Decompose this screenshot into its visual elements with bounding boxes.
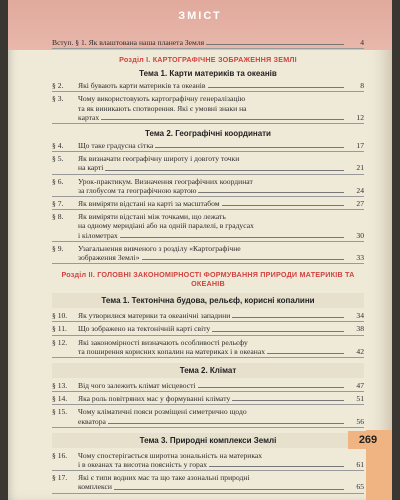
toc-line bbox=[52, 347, 364, 356]
toc-line bbox=[52, 154, 364, 163]
entry-page: 34 bbox=[356, 311, 364, 321]
entry-text: Яка роль повітряних мас у формуванні клімату bbox=[78, 394, 231, 404]
toc-entry bbox=[52, 212, 364, 242]
toc-entry bbox=[52, 154, 364, 174]
toc-intro-page: 4 bbox=[360, 38, 364, 47]
theme-title: Тема 1. Тектонічна будова, рельєф, корисні копалини bbox=[52, 293, 364, 308]
entry-text: Які бувають карти материків та океанів bbox=[78, 81, 206, 91]
book-page bbox=[8, 0, 392, 500]
theme-title: Тема 1. Карти материків та океанів bbox=[139, 69, 277, 79]
toc-line bbox=[52, 451, 364, 460]
toc-entry bbox=[52, 177, 364, 197]
entry-number: § 15. bbox=[52, 407, 68, 417]
theme-title: Тема 3. Природні комплекси Землі bbox=[52, 433, 364, 448]
entry-text: Що таке градусна сітка bbox=[78, 141, 154, 151]
entry-number: § 10. bbox=[52, 311, 68, 321]
toc-line bbox=[52, 460, 364, 469]
leader-dots bbox=[208, 87, 345, 88]
toc-entry bbox=[52, 141, 364, 152]
toc-line bbox=[52, 324, 364, 333]
toc-line bbox=[52, 407, 364, 416]
toc-line bbox=[52, 94, 364, 103]
entry-page: 12 bbox=[356, 112, 364, 122]
entry-text: Що зображено на тектонічній карті світу bbox=[78, 324, 211, 334]
entry-text: зображення Землі» bbox=[78, 253, 140, 263]
toc-entry bbox=[52, 311, 364, 322]
entry-text: Як утворилися материки та океанічні западини bbox=[78, 311, 231, 321]
entry-page: 47 bbox=[356, 381, 364, 391]
entry-text: і в океанах та висотна поясність у горах bbox=[78, 460, 207, 470]
page-number: 269 bbox=[348, 431, 388, 449]
entry-page: 38 bbox=[356, 324, 364, 334]
section-title: Розділ І. КАРТОГРАФІЧНЕ ЗОБРАЖЕННЯ ЗЕМЛІ bbox=[119, 55, 297, 65]
toc-line bbox=[52, 199, 364, 208]
toc-entry bbox=[52, 338, 364, 358]
entry-page: 30 bbox=[356, 230, 364, 240]
entry-text: Чому кліматичні пояси розміщені симетрично щодо bbox=[78, 407, 247, 417]
toc-line bbox=[52, 186, 364, 195]
toc-line bbox=[52, 221, 364, 230]
entry-text: та поширення корисних копалин на материках і в океанах bbox=[78, 346, 266, 356]
entry-page: 56 bbox=[356, 416, 364, 426]
toc-line bbox=[52, 141, 364, 150]
toc-entry bbox=[52, 407, 364, 427]
entry-text: Як визначати географічну широту і довготу точки bbox=[78, 154, 240, 164]
entry-page: 33 bbox=[356, 253, 364, 263]
entry-text: Як виміряти відстані між точками, що лежать bbox=[78, 212, 226, 222]
entry-text: та як виникають спотворення. Які є умовні знаки на bbox=[78, 103, 247, 113]
entry-number: § 13. bbox=[52, 381, 68, 391]
entry-number: § 5. bbox=[52, 154, 64, 164]
toc-line bbox=[52, 253, 364, 262]
leader-dots bbox=[120, 237, 344, 238]
entry-number: § 11. bbox=[52, 324, 67, 334]
toc-entry bbox=[52, 94, 364, 124]
toc-entry bbox=[52, 199, 364, 210]
entry-number: § 3. bbox=[52, 94, 64, 104]
toc-line bbox=[52, 81, 364, 90]
toc-line bbox=[52, 482, 364, 491]
entry-page: 21 bbox=[356, 163, 364, 173]
leader-dots bbox=[232, 400, 344, 401]
toc-line bbox=[52, 231, 364, 240]
toc-line bbox=[52, 163, 364, 172]
entry-number: § 7. bbox=[52, 199, 64, 209]
entry-text: екватора bbox=[78, 416, 106, 426]
toc-entry bbox=[52, 394, 364, 405]
entry-page: 17 bbox=[356, 141, 364, 151]
entry-text: і кілометрах bbox=[78, 230, 118, 240]
entry-page: 8 bbox=[360, 81, 364, 91]
leader-dots bbox=[267, 353, 344, 354]
table-of-contents bbox=[52, 38, 364, 496]
toc-intro-text: Вступ. § 1. Як влаштована наша планета Земля bbox=[52, 38, 205, 47]
theme-title: Тема 2. Географічні координати bbox=[145, 129, 271, 139]
toc-line bbox=[52, 113, 364, 122]
entry-text: Чому спостерігається широтна зональність на материках bbox=[78, 450, 263, 460]
entry-number: § 12. bbox=[52, 337, 68, 347]
entry-page: 27 bbox=[356, 199, 364, 209]
toc-line bbox=[52, 212, 364, 221]
entry-page: 65 bbox=[356, 482, 364, 492]
toc-entry bbox=[52, 473, 364, 493]
section-title: Розділ ІІ. ГОЛОВНІ ЗАКОНОМІРНОСТІ ФОРМУВАННЯ ПРИРОДИ МАТЕРИКІВ ТА ОКЕАНІВ bbox=[61, 270, 355, 289]
toc-entry bbox=[52, 244, 364, 264]
entry-page: 42 bbox=[356, 346, 364, 356]
toc-line bbox=[52, 473, 364, 482]
entry-text: Які закономірності визначають особливості рельєфу bbox=[78, 337, 248, 347]
entry-text: на одному меридіані або на одній паралелі, в градусах bbox=[78, 221, 254, 231]
leader-dots bbox=[155, 147, 344, 148]
entry-number: § 16. bbox=[52, 450, 68, 460]
leader-dots bbox=[212, 331, 344, 332]
entry-text: картах bbox=[78, 112, 100, 122]
entry-number: § 17. bbox=[52, 473, 68, 483]
entry-number: § 6. bbox=[52, 176, 64, 186]
entry-number: § 2. bbox=[52, 81, 64, 91]
entry-text: за глобусом та географічною картою bbox=[78, 185, 197, 195]
toc-line bbox=[52, 104, 364, 113]
toc-intro bbox=[52, 38, 364, 49]
toc-line bbox=[52, 394, 364, 403]
toc-entry bbox=[52, 451, 364, 471]
leader-dots bbox=[232, 317, 344, 318]
leader-dots bbox=[198, 192, 344, 193]
entry-text: Урок-практикум. Визначення географічних координат bbox=[78, 176, 253, 186]
entry-number: § 4. bbox=[52, 141, 64, 151]
entry-text: Узагальнення вивченого з розділу «Картографічне bbox=[78, 243, 241, 253]
toc-line bbox=[52, 338, 364, 347]
leader-dots bbox=[101, 119, 344, 120]
toc-entry bbox=[52, 81, 364, 92]
entry-page: 24 bbox=[356, 185, 364, 195]
entry-number: § 8. bbox=[52, 212, 64, 222]
entry-text: комплекси bbox=[78, 482, 112, 492]
toc-entry bbox=[52, 381, 364, 392]
entry-page: 61 bbox=[356, 460, 364, 470]
toc-line bbox=[52, 244, 364, 253]
leader-dots bbox=[209, 466, 344, 467]
leader-dots bbox=[206, 44, 344, 45]
leader-dots bbox=[108, 423, 344, 424]
leader-dots bbox=[222, 205, 344, 206]
entry-page: 51 bbox=[356, 394, 364, 404]
leader-dots bbox=[114, 489, 344, 490]
toc-entry bbox=[52, 324, 364, 335]
toc-line bbox=[52, 177, 364, 186]
leader-dots bbox=[105, 170, 344, 171]
entry-text: Чому використовують картографічну генералізацію bbox=[78, 94, 246, 104]
toc-line bbox=[52, 311, 364, 320]
entry-number: § 14. bbox=[52, 394, 68, 404]
leader-dots bbox=[142, 259, 345, 260]
entry-text: на карті bbox=[78, 163, 104, 173]
toc-line bbox=[52, 381, 364, 390]
entry-text: Які є типи водних мас та що таке азональні природні bbox=[78, 473, 250, 483]
entry-text: Від чого залежить клімат місцевості bbox=[78, 381, 196, 391]
toc-line bbox=[52, 417, 364, 426]
theme-title: Тема 2. Клімат bbox=[52, 363, 364, 378]
entry-number: § 9. bbox=[52, 243, 64, 253]
entry-text: Як виміряти відстані на карті за масштабом bbox=[78, 199, 220, 209]
page-title: ЗМІСТ bbox=[178, 10, 222, 22]
leader-dots bbox=[198, 387, 344, 388]
